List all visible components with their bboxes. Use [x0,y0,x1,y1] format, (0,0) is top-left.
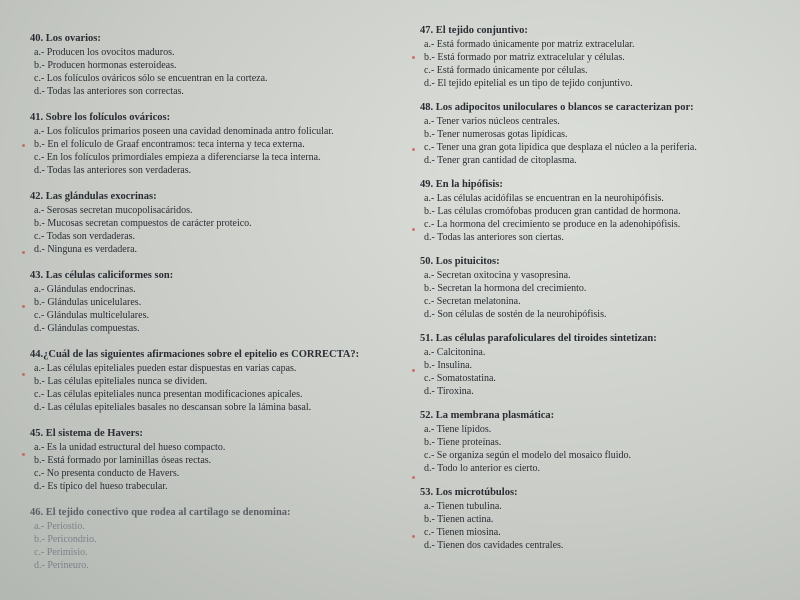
option-d: d.- Todo lo anterior es cierto. [424,463,541,474]
option-a: a.- Los folículos primarios poseen una cavidad denominada antro folicular. [34,126,334,137]
margin-mark [412,535,415,538]
question-53 [420,486,790,552]
option-b: b.- Secretan la hormona del crecimiento. [424,283,587,294]
question-title: 49. En la hipófisis: [420,179,503,190]
question-41 [30,111,400,177]
question-title: 42. Las glándulas exocrinas: [30,191,157,202]
option-a: a.- Periostio. [34,521,85,532]
option-c: c.- Tienen miosina. [424,527,501,538]
question-48 [420,101,790,167]
option-b: b.- Las células epiteliales nunca se dividen. [34,376,208,387]
question-45 [30,427,400,493]
right-column [420,24,790,563]
option-c: c.- Secretan melatonina. [424,296,521,307]
question-47 [420,24,790,90]
margin-mark [22,453,25,456]
option-a: a.- Tiene lípidos. [424,424,492,435]
option-b: b.- Pericondrio. [34,534,97,545]
margin-mark [412,148,415,151]
margin-mark [412,228,415,231]
margin-mark [412,56,415,59]
option-d: d.- Son células de sostén de la neurohipófisis. [424,309,607,320]
question-52 [420,409,790,475]
question-title: 46. El tejido conectivo que rodea al cartílago se denomina: [30,507,291,518]
question-title: 47. El tejido conjuntivo: [420,25,528,36]
question-title: 45. El sistema de Havers: [30,428,143,439]
question-49 [420,178,790,244]
option-c: c.- Glándulas multicelulares. [34,310,149,321]
option-a: a.- Producen los ovocitos maduros. [34,47,175,58]
margin-mark [22,305,25,308]
option-d: d.- Ninguna es verdadera. [34,244,138,255]
margin-mark [22,373,25,376]
option-c: c.- Todas son verdaderas. [34,231,136,242]
margin-mark [22,144,25,147]
option-c: c.- Los folículos ováricos sólo se encuentran en la corteza. [34,73,268,84]
question-50 [420,255,790,321]
option-d: d.- Todas las anteriores son correctas. [34,86,184,97]
question-title: 52. La membrana plasmática: [420,410,555,421]
question-title: 44.¿Cuál de las siguientes afirmaciones sobre el epitelio es CORRECTA?: [30,349,360,360]
option-b: b.- Está formado por matriz extracelular y células. [424,52,625,63]
option-a: a.- Está formado únicamente por matriz extracelular. [424,39,635,50]
option-a: a.- Glándulas endocrinas. [34,284,136,295]
option-b: b.- Tiene proteínas. [424,437,502,448]
option-c: c.- No presenta conducto de Havers. [34,468,180,479]
question-title: 48. Los adipocitos uniloculares o blancos se caracterizan por: [420,102,694,113]
option-a: a.- Es la unidad estructural del hueso compacto. [34,442,226,453]
question-title: 40. Los ovarios: [30,33,101,44]
option-c: c.- Tener una gran gota lipídica que desplaza el núcleo a la periferia. [424,142,697,153]
option-b: b.- Producen hormonas esteroideas. [34,60,177,71]
option-a: a.- Calcitonina. [424,347,486,358]
option-b: b.- Tienen actina. [424,514,494,525]
option-a: a.- Secretan oxitocina y vasopresina. [424,270,571,281]
question-51 [420,332,790,398]
option-a: a.- Tener varios núcleos centrales. [424,116,560,127]
margin-mark [22,251,25,254]
option-a: a.- Tienen tubulina. [424,501,502,512]
left-column [30,32,400,585]
option-b: b.- Mucosas secretan compuestos de carácter proteico. [34,218,252,229]
option-b: b.- Está formado por laminillas óseas rectas. [34,455,212,466]
margin-mark [412,476,415,479]
option-d: d.- Tienen dos cavidades centrales. [424,540,564,551]
option-a: a.- Las células epiteliales pueden estar dispuestas en varias capas. [34,363,297,374]
question-title: 41. Sobre los folículos ováricos: [30,112,171,123]
option-d: d.- Las células epiteliales basales no descansan sobre la lámina basal. [34,402,312,413]
option-a: a.- Serosas secretan mucopolisacáridos. [34,205,193,216]
question-title: 53. Los microtúbulos: [420,487,518,498]
option-b: b.- En el folículo de Graaf encontramos: teca interna y teca externa. [34,139,305,150]
question-title: 50. Los pituicitos: [420,256,500,267]
option-c: c.- Perimisio. [34,547,88,558]
option-d: d.- Tener gran cantidad de citoplasma. [424,155,577,166]
question-43 [30,269,400,335]
option-a: a.- Las células acidófilas se encuentran en la neurohipófisis. [424,193,664,204]
option-d: d.- Es típico del hueso trabecular. [34,481,168,492]
option-b: b.- Insulina. [424,360,473,371]
option-c: c.- En los folículos primordiales empieza a diferenciarse la teca interna. [34,152,321,163]
option-d: d.- Perineuro. [34,560,89,571]
option-c: c.- Está formado únicamente por células. [424,65,588,76]
margin-mark [412,369,415,372]
question-title: 43. Las células caliciformes son: [30,270,174,281]
question-title: 51. Las células parafoliculares del tiroides sintetizan: [420,333,657,344]
question-46 [30,506,400,572]
option-c: c.- Se organiza según el modelo del mosaico fluido. [424,450,631,461]
option-d: d.- Todas las anteriores son ciertas. [424,232,564,243]
option-c: c.- Las células epiteliales nunca presentan modificaciones apicales. [34,389,303,400]
question-44 [30,348,400,414]
option-d: d.- Tiroxina. [424,386,474,397]
option-b: b.- Glándulas unicelulares. [34,297,142,308]
option-d: d.- El tejido epitelial es un tipo de tejido conjuntivo. [424,78,633,89]
option-d: d.- Todas las anteriores son verdaderas. [34,165,192,176]
option-d: d.- Glándulas compuestas. [34,323,140,334]
option-b: b.- Tener numerosas gotas lipídicas. [424,129,568,140]
option-c: c.- Somatostatina. [424,373,496,384]
question-42 [30,190,400,256]
option-b: b.- Las células cromófobas producen gran cantidad de hormona. [424,206,681,217]
option-c: c.- La hormona del crecimiento se produce en la adenohipófisis. [424,219,681,230]
question-40 [30,32,400,98]
